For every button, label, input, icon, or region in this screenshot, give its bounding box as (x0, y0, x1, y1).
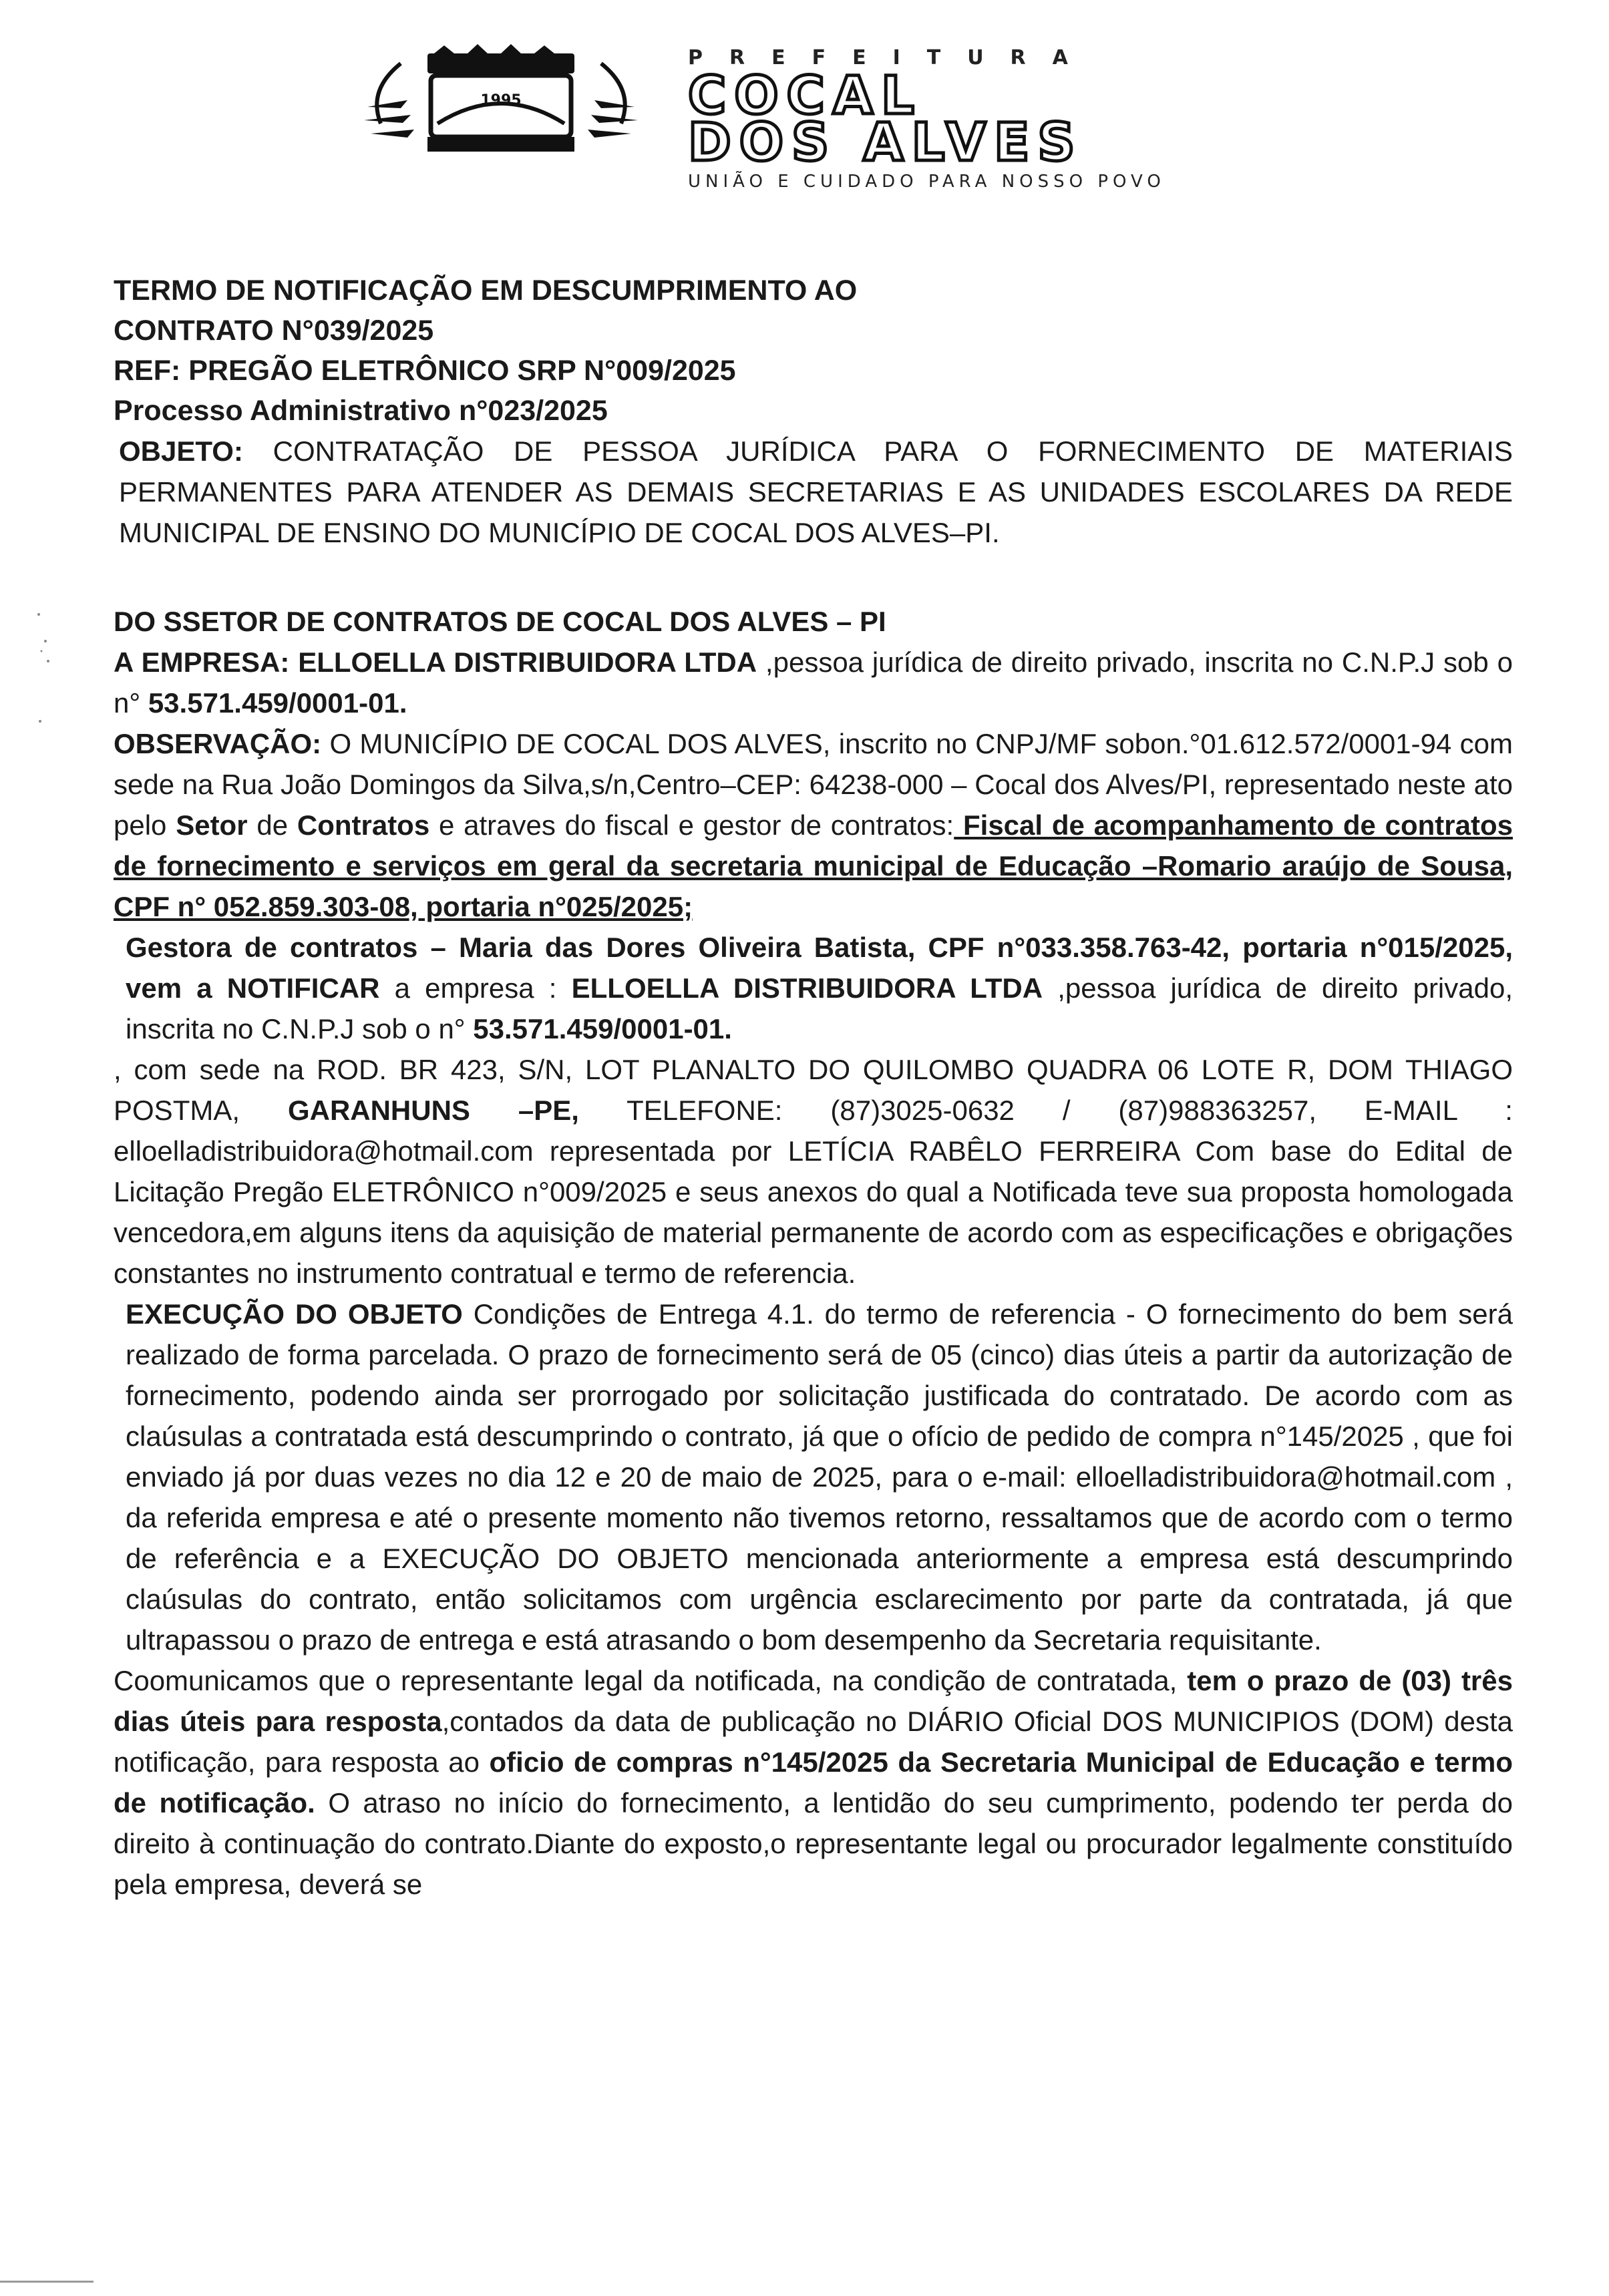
comunicamos-paragraph (114, 1660, 1513, 1905)
title-line-4: Processo Administrativo n°023/2025 (114, 395, 608, 427)
comunicamos-text-2: ,contados da data de publicação no DIÁRIO Oficial DOS MUNICIPIOS (DOM) desta notificação, para resposta ao (114, 1706, 1513, 1778)
setor-section (114, 601, 1513, 723)
gestora-bold: Gestora de contratos – Maria das Dores Oliveira Batista, CPF n°033.358.763-42, portaria n°015/2025, vem a NOTIFICAR (126, 932, 1513, 1004)
document-title (114, 270, 1513, 431)
sede-text: , com sede na ROD. BR 423, S/N, LOT PLANALTO DO QUILOMBO QUADRA 06 LOTE R, DOM THIAGO POSTMA, (114, 1054, 1513, 1126)
gestora-cnpj: 53.571.459/0001-01. (473, 1013, 732, 1044)
objeto-paragraph (114, 431, 1513, 553)
execucao-label: EXECUÇÃO DO OBJETO (126, 1298, 463, 1330)
gestora-text: a empresa : (379, 972, 572, 1004)
title-line-1: TERMO DE NOTIFICAÇÃO EM DESCUMPRIMENTO AO (114, 274, 858, 307)
empresa-text: ,pessoa jurídica de direito privado, inscrita no C.N.P.J sob o n° (114, 646, 1513, 719)
setor-bold: Setor (176, 809, 248, 841)
comunicamos-text: Coomunicamos que o representante legal da notificada, na condição de contratada, (114, 1665, 1188, 1696)
prazo-bold: tem o prazo de (03) três dias úteis para resposta (114, 1665, 1513, 1737)
gestora-paragraph (114, 927, 1513, 1049)
execucao-paragraph (114, 1294, 1513, 1660)
scan-margin-marks (32, 601, 59, 735)
observacao-text: O MUNICÍPIO DE COCAL DOS ALVES, inscrito no CNPJ/MF sobon.°01.612.572/0001-94 com sede na Rua João Domingos da Silva,s/n,Centro–CEP: 64238-000 – Cocal dos Alves/PI, representado neste ato pelo (114, 728, 1513, 841)
sede-city: GARANHUNS –PE, (287, 1095, 579, 1126)
observacao-label: OBSERVAÇÃO: (114, 728, 322, 759)
execucao-text: Condições de Entrega 4.1. do termo de referencia - O fornecimento do bem será realizado de forma parcelada. O prazo de fornecimento será de 05 (cinco) dias úteis a partir da autorização de fornecimento, podendo ainda ser prorrogado por solicitação justificada do contratado. De acordo com as claúsulas a contratada está descumprindo o contrato, já que o ofício de pedido de compra n°145/2025 , que foi enviado já por duas vezes no dia 12 e 20 de maio de 2025, para o e-mail: elloelladistribuidora@hotmail.com , da referida empresa e até o presente momento não tivemos retorno, ressaltamos que de acordo com o termo de referência e a EXECUÇÃO DO OBJETO mencionada anteriormente a empresa está descumprindo claúsulas do contrato, então solicitamos com urgência esclarecimento por parte da contratada, já que ultrapassou o prazo de entrega e está atrasando o bom desempenho da Secretaria requisitante. (126, 1298, 1513, 1656)
city-name-line1: COCAL (688, 66, 922, 126)
observacao-text-3: e atraves do fiscal e gestor de contratos: (429, 809, 954, 841)
letterhead-brand (688, 46, 1316, 192)
gestora-text-2: ,pessoa jurídica de direito privado, inscrita no C.N.P.J sob o n° (126, 972, 1513, 1044)
empresa-cnpj: 53.571.459/0001-01. (148, 687, 407, 719)
scan-edge-line (0, 2281, 94, 2283)
sede-paragraph (114, 1049, 1513, 1294)
objeto-text: CONTRATAÇÃO DE PESSOA JURÍDICA PARA O FORNECIMENTO DE MATERIAIS PERMANENTES PARA ATENDER AS DEMAIS SECRETARIAS E AS UNIDADES ESCOLARES DA REDE MUNICIPAL DE ENSINO DO MUNICÍPIO DE COCAL DOS ALVES–PI. (119, 435, 1513, 548)
comunicamos-text-3: O atraso no início do fornecimento, a lentidão do seu cumprimento, podendo ter perda do direito à continuação do contrato.Diante do exposto,o representante legal ou procurador legalmente constituído pela empresa, deverá se (114, 1787, 1513, 1900)
title-line-2: CONTRATO N°039/2025 (114, 315, 434, 347)
gestora-empresa: ELLOELLA DISTRIBUIDORA LTDA (571, 972, 1043, 1004)
observacao-paragraph (114, 723, 1513, 927)
empresa-label: A EMPRESA: ELLOELLA DISTRIBUIDORA LTDA (114, 646, 757, 678)
slogan: UNIÃO E CUIDADO PARA NOSSO POVO (688, 172, 1166, 192)
observacao-text-2: de (247, 809, 297, 841)
objeto-label: OBJETO: (119, 435, 243, 467)
setor-heading: DO SSETOR DE CONTRATOS DE COCAL DOS ALVES – PI (114, 606, 886, 637)
oficio-bold: oficio de compras n°145/2025 da Secretaria Municipal de Educação e termo de notificação. (114, 1746, 1513, 1819)
title-line-3: REF: PREGÃO ELETRÔNICO SRP N°009/2025 (114, 355, 736, 387)
contratos-bold: Contratos (297, 809, 430, 841)
letterhead (334, 37, 1322, 192)
municipal-crest-logo (354, 43, 648, 157)
sede-text-2: TELEFONE: (87)3025-0632 / (87)988363257, E-MAIL : elloelladistribuidora@hotmail.com representada por LETÍCIA RABÊLO FERREIRA Com base do Edital de Licitação Pregão ELETRÔNICO n°009/2025 e seus anexos do qual a Notificada teve sua proposta homologada vencedora,em alguns itens da aquisição de material permanente de acordo com as especificações e obrigações constantes no instrumento contratual e termo de referencia. (114, 1095, 1513, 1289)
document-body (114, 270, 1513, 1905)
fiscal-underlined: Fiscal de acompanhamento de contratos de fornecimento e serviços em geral da secretaria municipal de Educação –Romario araújo de Sousa, CPF n° 052.859.303-08, portaria n°025/2025; (114, 809, 1513, 922)
city-name-line2: DOS ALVES (688, 113, 1083, 173)
svg-text:1995: 1995 (480, 92, 522, 109)
empresa-paragraph (114, 642, 1513, 723)
prefeitura-label: PREFEITURA (688, 46, 1095, 69)
